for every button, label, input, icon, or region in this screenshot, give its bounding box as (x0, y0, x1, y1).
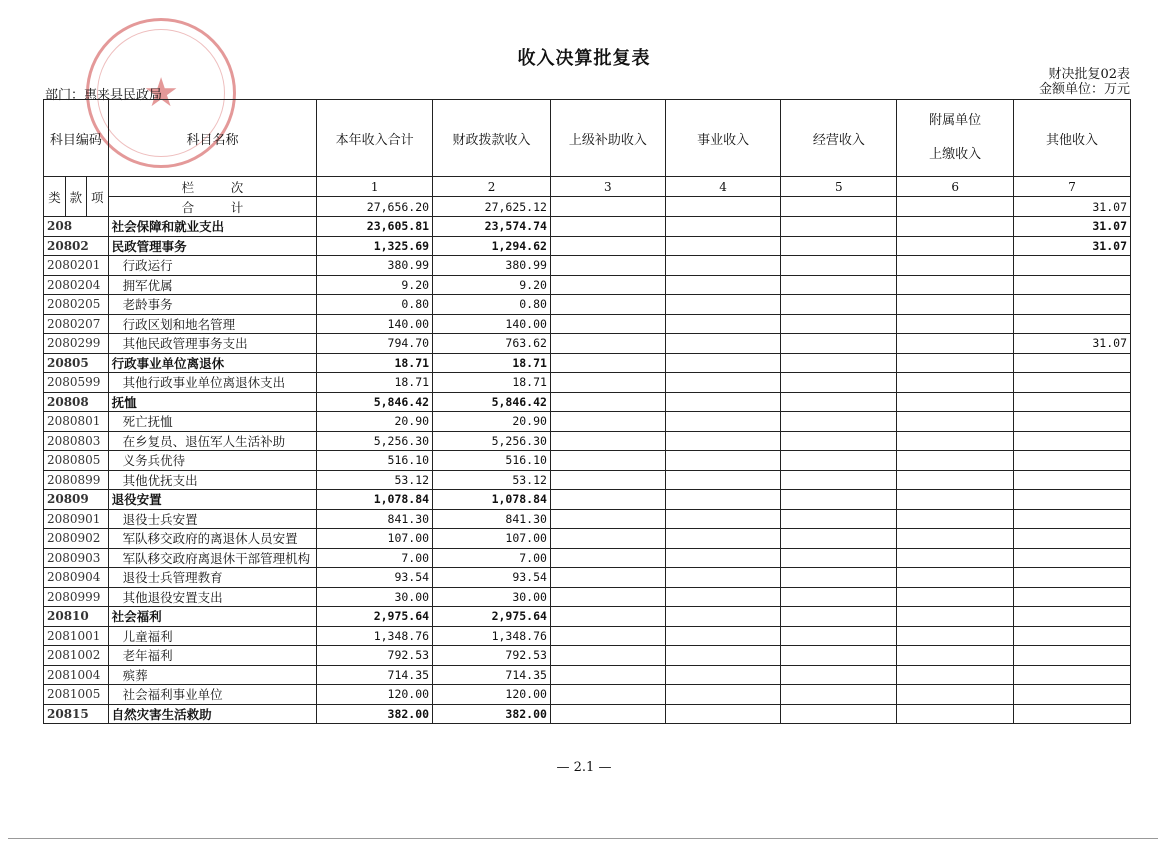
row-affiliate (897, 412, 1014, 432)
row-other (1014, 665, 1131, 685)
row-superior (550, 256, 665, 276)
row-total: 0.80 (317, 295, 433, 315)
column-index-row (44, 177, 1131, 197)
table-row (44, 392, 1131, 412)
row-other: 31.07 (1014, 217, 1131, 237)
row-affiliate (897, 470, 1014, 490)
row-fiscal: 20.90 (433, 412, 551, 432)
row-superior (550, 509, 665, 529)
row-superior (550, 568, 665, 588)
row-superior (550, 587, 665, 607)
row-name: 自然灾害生活救助 (108, 704, 317, 724)
table-row (44, 626, 1131, 646)
header-affiliate: 附属单位 上缴收入 (897, 100, 1014, 177)
row-operating (781, 353, 897, 373)
row-total: 792.53 (317, 646, 433, 666)
row-code: 20815 (44, 704, 109, 724)
row-name: 老龄事务 (108, 295, 317, 315)
row-name: 社会福利 (108, 607, 317, 627)
row-other (1014, 373, 1131, 393)
table-row (44, 431, 1131, 451)
row-operating (781, 607, 897, 627)
row-operating (781, 529, 897, 549)
row-superior (550, 314, 665, 334)
row-total: 140.00 (317, 314, 433, 334)
row-affiliate (897, 256, 1014, 276)
header-xiang: 项 (86, 177, 108, 217)
row-business (665, 470, 781, 490)
header-superior: 上级补助收入 (550, 100, 665, 177)
row-name: 行政事业单位离退休 (108, 353, 317, 373)
table-meta (1039, 67, 1130, 97)
row-name: 行政运行 (108, 256, 317, 276)
row-total: 794.70 (317, 334, 433, 354)
table-row (44, 334, 1131, 354)
row-operating (781, 509, 897, 529)
row-name: 抚恤 (108, 392, 317, 412)
row-total: 380.99 (317, 256, 433, 276)
row-fiscal: 107.00 (433, 529, 551, 549)
table-row (44, 490, 1131, 510)
row-total: 23,605.81 (317, 217, 433, 237)
table-row (44, 314, 1131, 334)
table-row (44, 529, 1131, 549)
row-affiliate (897, 665, 1014, 685)
row-total: 5,256.30 (317, 431, 433, 451)
row-business (665, 295, 781, 315)
row-code: 2080207 (44, 314, 109, 334)
row-business (665, 451, 781, 471)
row-fiscal: 120.00 (433, 685, 551, 705)
table-row (44, 470, 1131, 490)
row-code: 2081005 (44, 685, 109, 705)
income-budget-table (43, 99, 1131, 724)
row-fiscal: 1,348.76 (433, 626, 551, 646)
row-business (665, 529, 781, 549)
header-fiscal: 财政拨款收入 (433, 100, 551, 177)
row-business (665, 490, 781, 510)
row-total: 5,846.42 (317, 392, 433, 412)
row-code: 2081002 (44, 646, 109, 666)
col-index-7: 7 (1014, 177, 1131, 197)
table-row (44, 704, 1131, 724)
row-code: 2080903 (44, 548, 109, 568)
row-code: 2080299 (44, 334, 109, 354)
row-operating (781, 412, 897, 432)
he-ji-label: 合 计 (108, 197, 317, 217)
row-affiliate (897, 685, 1014, 705)
row-operating (781, 685, 897, 705)
row-fiscal: 2,975.64 (433, 607, 551, 627)
row-other (1014, 256, 1131, 276)
row-code: 2081004 (44, 665, 109, 685)
table-code: 财决批复02表 (1048, 67, 1130, 82)
row-name: 拥军优属 (108, 275, 317, 295)
row-name: 退役士兵安置 (108, 509, 317, 529)
row-superior (550, 431, 665, 451)
row-code: 2080904 (44, 568, 109, 588)
row-code: 2080805 (44, 451, 109, 471)
row-affiliate (897, 568, 1014, 588)
row-superior (550, 295, 665, 315)
row-affiliate (897, 607, 1014, 627)
row-name: 义务兵优待 (108, 451, 317, 471)
row-affiliate (897, 626, 1014, 646)
row-operating (781, 275, 897, 295)
row-affiliate (897, 529, 1014, 549)
row-superior (550, 334, 665, 354)
table-row (44, 295, 1131, 315)
col-index-1: 1 (317, 177, 433, 197)
row-fiscal: 7.00 (433, 548, 551, 568)
table-row (44, 509, 1131, 529)
row-business (665, 392, 781, 412)
row-business (665, 217, 781, 237)
grand-total-other: 31.07 (1014, 197, 1131, 217)
row-total: 1,078.84 (317, 490, 433, 510)
row-total: 120.00 (317, 685, 433, 705)
row-superior (550, 685, 665, 705)
row-operating (781, 217, 897, 237)
row-operating (781, 548, 897, 568)
grand-total-fiscal: 27,625.12 (433, 197, 551, 217)
row-business (665, 568, 781, 588)
row-business (665, 353, 781, 373)
row-superior (550, 275, 665, 295)
row-operating (781, 568, 897, 588)
table-row (44, 587, 1131, 607)
row-fiscal: 0.80 (433, 295, 551, 315)
table-row (44, 568, 1131, 588)
col-index-6: 6 (897, 177, 1014, 197)
row-superior (550, 626, 665, 646)
row-operating (781, 392, 897, 412)
row-superior (550, 353, 665, 373)
row-fiscal: 93.54 (433, 568, 551, 588)
header-business: 事业收入 (665, 100, 781, 177)
row-name: 其他民政管理事务支出 (108, 334, 317, 354)
row-name: 在乡复员、退伍军人生活补助 (108, 431, 317, 451)
header-lei: 类 (44, 177, 66, 217)
row-affiliate (897, 646, 1014, 666)
row-code: 2080899 (44, 470, 109, 490)
header-code: 科目编码 (44, 100, 109, 177)
row-name: 老年福利 (108, 646, 317, 666)
row-superior (550, 373, 665, 393)
row-fiscal: 30.00 (433, 587, 551, 607)
row-total: 53.12 (317, 470, 433, 490)
row-operating (781, 295, 897, 315)
row-other (1014, 568, 1131, 588)
row-affiliate (897, 509, 1014, 529)
row-code: 2080999 (44, 587, 109, 607)
table-row (44, 685, 1131, 705)
row-superior (550, 665, 665, 685)
row-code: 2080803 (44, 431, 109, 451)
row-business (665, 236, 781, 256)
row-affiliate (897, 334, 1014, 354)
row-business (665, 685, 781, 705)
official-seal-stamp: ★ (86, 18, 236, 168)
row-superior (550, 236, 665, 256)
row-other (1014, 607, 1131, 627)
table-row (44, 217, 1131, 237)
row-fiscal: 763.62 (433, 334, 551, 354)
row-code: 2080205 (44, 295, 109, 315)
header-operating: 经营收入 (781, 100, 897, 177)
table-row (44, 275, 1131, 295)
row-code: 2080902 (44, 529, 109, 549)
row-affiliate (897, 275, 1014, 295)
row-total: 93.54 (317, 568, 433, 588)
row-name: 行政区划和地名管理 (108, 314, 317, 334)
row-other (1014, 587, 1131, 607)
row-fiscal: 53.12 (433, 470, 551, 490)
row-total: 1,325.69 (317, 236, 433, 256)
row-name: 其他行政事业单位离退休支出 (108, 373, 317, 393)
row-name: 退役士兵管理教育 (108, 568, 317, 588)
table-row (44, 607, 1131, 627)
row-other (1014, 548, 1131, 568)
row-other (1014, 451, 1131, 471)
table-row (44, 256, 1131, 276)
row-operating (781, 646, 897, 666)
row-other (1014, 314, 1131, 334)
table-row (44, 548, 1131, 568)
row-total: 9.20 (317, 275, 433, 295)
row-fiscal: 5,846.42 (433, 392, 551, 412)
row-code: 20810 (44, 607, 109, 627)
row-fiscal: 23,574.74 (433, 217, 551, 237)
row-affiliate (897, 451, 1014, 471)
page-number: — 2.1 — (556, 760, 612, 775)
row-total: 2,975.64 (317, 607, 433, 627)
bottom-rule (8, 838, 1158, 839)
row-other (1014, 412, 1131, 432)
row-code: 2080801 (44, 412, 109, 432)
row-other (1014, 685, 1131, 705)
row-operating (781, 704, 897, 724)
row-superior (550, 470, 665, 490)
row-name: 社会福利事业单位 (108, 685, 317, 705)
row-fiscal: 516.10 (433, 451, 551, 471)
row-code: 2080901 (44, 509, 109, 529)
row-business (665, 275, 781, 295)
row-operating (781, 451, 897, 471)
col-index-3: 3 (550, 177, 665, 197)
row-name: 殡葬 (108, 665, 317, 685)
row-operating (781, 490, 897, 510)
row-total: 382.00 (317, 704, 433, 724)
row-fiscal: 140.00 (433, 314, 551, 334)
row-code: 2080204 (44, 275, 109, 295)
row-other (1014, 646, 1131, 666)
row-business (665, 704, 781, 724)
row-operating (781, 470, 897, 490)
row-superior (550, 704, 665, 724)
row-business (665, 548, 781, 568)
row-fiscal: 714.35 (433, 665, 551, 685)
row-code: 2080201 (44, 256, 109, 276)
row-fiscal: 18.71 (433, 373, 551, 393)
row-other (1014, 275, 1131, 295)
grand-total-row (44, 197, 1131, 217)
row-affiliate (897, 587, 1014, 607)
row-business (665, 431, 781, 451)
col-index-2: 2 (433, 177, 551, 197)
row-fiscal: 1,078.84 (433, 490, 551, 510)
row-superior (550, 529, 665, 549)
row-operating (781, 587, 897, 607)
row-fiscal: 5,256.30 (433, 431, 551, 451)
row-total: 516.10 (317, 451, 433, 471)
header-row (44, 100, 1131, 177)
row-affiliate (897, 704, 1014, 724)
row-name: 社会保障和就业支出 (108, 217, 317, 237)
row-total: 714.35 (317, 665, 433, 685)
row-business (665, 373, 781, 393)
row-other (1014, 704, 1131, 724)
row-code: 2081001 (44, 626, 109, 646)
row-other (1014, 295, 1131, 315)
row-code: 20809 (44, 490, 109, 510)
row-other (1014, 626, 1131, 646)
col-index-4: 4 (665, 177, 781, 197)
row-other (1014, 470, 1131, 490)
row-superior (550, 392, 665, 412)
row-other (1014, 509, 1131, 529)
row-other (1014, 529, 1131, 549)
header-total: 本年收入合计 (317, 100, 433, 177)
table-row (44, 646, 1131, 666)
row-superior (550, 217, 665, 237)
header-kuan: 款 (65, 177, 86, 217)
row-business (665, 665, 781, 685)
row-business (665, 646, 781, 666)
row-superior (550, 490, 665, 510)
row-name: 其他优抚支出 (108, 470, 317, 490)
row-name: 军队移交政府的离退休人员安置 (108, 529, 317, 549)
row-other: 31.07 (1014, 236, 1131, 256)
row-total: 20.90 (317, 412, 433, 432)
row-affiliate (897, 236, 1014, 256)
row-operating (781, 431, 897, 451)
row-operating (781, 314, 897, 334)
grand-total-total: 27,656.20 (317, 197, 433, 217)
row-business (665, 607, 781, 627)
col-index-5: 5 (781, 177, 897, 197)
row-superior (550, 607, 665, 627)
row-affiliate (897, 295, 1014, 315)
row-affiliate (897, 353, 1014, 373)
row-business (665, 334, 781, 354)
row-affiliate (897, 217, 1014, 237)
row-business (665, 626, 781, 646)
row-affiliate (897, 392, 1014, 412)
row-operating (781, 626, 897, 646)
header-name: 科目名称 (108, 100, 317, 177)
page-title: 收入决算批复表 (517, 48, 651, 69)
row-total: 107.00 (317, 529, 433, 549)
row-superior (550, 646, 665, 666)
row-operating (781, 236, 897, 256)
row-total: 1,348.76 (317, 626, 433, 646)
row-business (665, 412, 781, 432)
row-other (1014, 353, 1131, 373)
header-other: 其他收入 (1014, 100, 1131, 177)
row-code: 20805 (44, 353, 109, 373)
lan-ci-label: 栏 次 (108, 177, 317, 197)
row-total: 18.71 (317, 373, 433, 393)
row-fiscal: 382.00 (433, 704, 551, 724)
row-fiscal: 380.99 (433, 256, 551, 276)
row-code: 20802 (44, 236, 109, 256)
row-business (665, 509, 781, 529)
row-operating (781, 665, 897, 685)
row-code: 20808 (44, 392, 109, 412)
row-fiscal: 9.20 (433, 275, 551, 295)
row-total: 30.00 (317, 587, 433, 607)
row-fiscal: 841.30 (433, 509, 551, 529)
row-other (1014, 392, 1131, 412)
row-superior (550, 412, 665, 432)
row-business (665, 314, 781, 334)
row-name: 退役安置 (108, 490, 317, 510)
row-affiliate (897, 431, 1014, 451)
row-name: 死亡抚恤 (108, 412, 317, 432)
row-superior (550, 451, 665, 471)
row-name: 军队移交政府离退休干部管理机构 (108, 548, 317, 568)
row-other: 31.07 (1014, 334, 1131, 354)
row-fiscal: 18.71 (433, 353, 551, 373)
row-affiliate (897, 490, 1014, 510)
table-row (44, 373, 1131, 393)
amount-unit: 金额单位：万元 (1038, 82, 1130, 97)
row-operating (781, 373, 897, 393)
table-row (44, 451, 1131, 471)
row-other (1014, 490, 1131, 510)
row-name: 民政管理事务 (108, 236, 317, 256)
row-superior (550, 548, 665, 568)
row-fiscal: 1,294.62 (433, 236, 551, 256)
row-operating (781, 256, 897, 276)
row-code: 2080599 (44, 373, 109, 393)
row-business (665, 587, 781, 607)
table-row (44, 353, 1131, 373)
department-label: 部门：惠来县民政局 (45, 88, 163, 103)
row-total: 841.30 (317, 509, 433, 529)
row-business (665, 256, 781, 276)
row-total: 7.00 (317, 548, 433, 568)
row-name: 其他退役安置支出 (108, 587, 317, 607)
table-row (44, 236, 1131, 256)
table-row (44, 412, 1131, 432)
row-fiscal: 792.53 (433, 646, 551, 666)
row-name: 儿童福利 (108, 626, 317, 646)
row-affiliate (897, 548, 1014, 568)
row-affiliate (897, 314, 1014, 334)
table-row (44, 665, 1131, 685)
row-operating (781, 334, 897, 354)
row-other (1014, 431, 1131, 451)
row-affiliate (897, 373, 1014, 393)
row-total: 18.71 (317, 353, 433, 373)
row-code: 208 (44, 217, 109, 237)
